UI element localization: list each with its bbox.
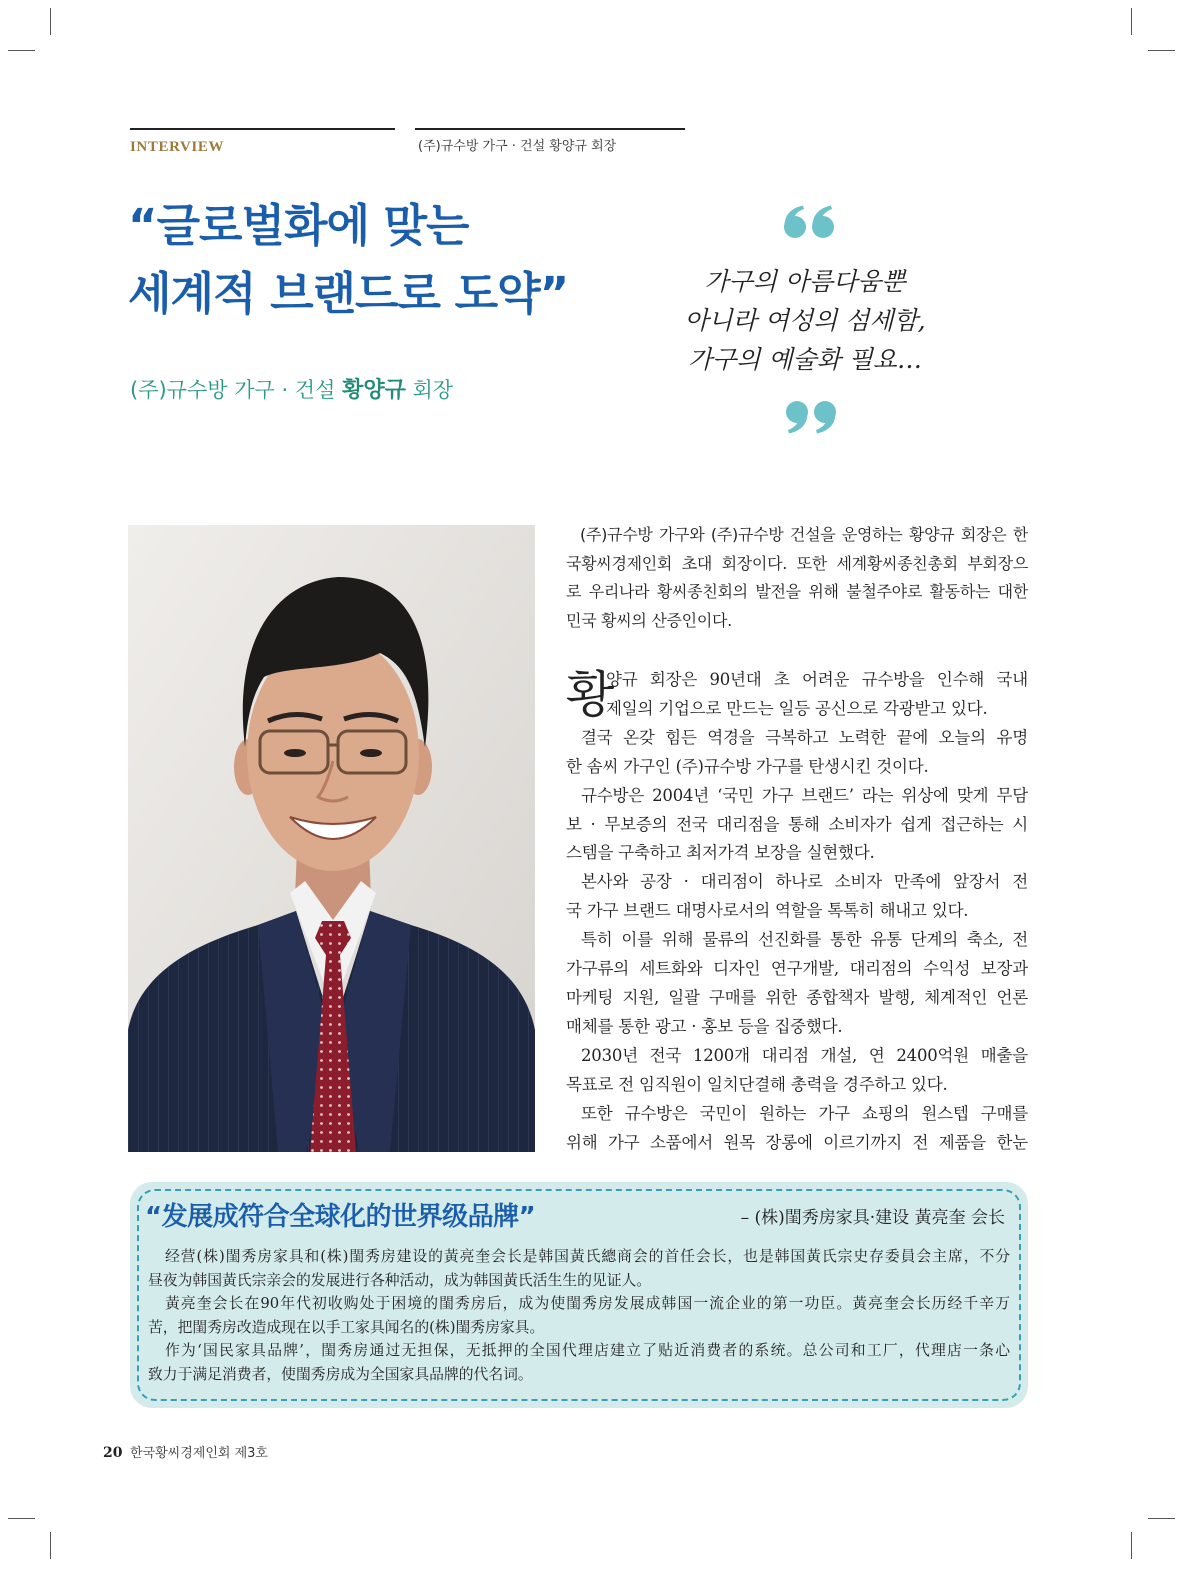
- chinese-line: 经营(株)閨秀房家具和(株)閨秀房建设的黃亮奎会长是韩国黃氏總商会的首任会长，也是韩国黃氏宗史存委員会主席，不分: [165, 1248, 1010, 1265]
- chinese-line: 黃亮奎会长在90年代初收购处于困境的閨秀房后，成为使閨秀房发展成韩国一流企业的第一功臣。黃亮奎会长历经千辛万: [165, 1295, 1010, 1313]
- pull-quote-line-3: 가구의 예술화 필요…: [687, 345, 923, 374]
- article-title-line-1: “글로벌화에 맞는: [128, 199, 469, 252]
- article-title-line-2: 세계적 브랜드로 도약”: [128, 267, 569, 320]
- crop-mark-top-right-horizontal: [1148, 50, 1175, 51]
- crop-mark-top-left-horizontal: [8, 50, 35, 51]
- body-line: 마케팅 지원, 일괄 구매를 위한 종합책자 발행, 체계적인 언론: [566, 987, 1028, 1007]
- intro-line: 국황씨경제인회 초대 회장이다. 또한 세계황씨종친총회 부회장으: [566, 553, 1028, 573]
- body-line: 보 · 무보증의 전국 대리점을 통해 소비자가 쉽게 접근하는 시: [566, 814, 1028, 834]
- chinese-box-attribution: – (株)閨秀房家具·建设 黃亮奎 会长: [740, 1208, 1005, 1228]
- publication-name: 한국황씨경제인회 제3호: [130, 1446, 268, 1461]
- body-line: 제일의 기업으로 만드는 일등 공신으로 각광받고 있다.: [606, 698, 988, 718]
- header-subject: (주)규수방 가구 · 건설 황양규 회장: [418, 139, 617, 154]
- pull-quote-line-1: 가구의 아름다움뿐: [704, 267, 906, 296]
- chinese-line: 昼夜为韩国黃氏宗亲会的发展进行各种活动，成为韩国黃氏活生生的见证人。: [148, 1271, 652, 1289]
- pull-quote: [640, 262, 970, 379]
- body-line: 또한 규수방은 국민이 원하는 가구 쇼핑의 원스텝 구매를: [581, 1103, 1028, 1123]
- body-line: 특히 이를 위해 물류의 선진화를 통한 유통 단계의 축소, 전: [581, 930, 1028, 950]
- chinese-box-title: “发展成符合全球化的世界级品牌”: [145, 1202, 536, 1232]
- header-rule-left: [130, 128, 395, 130]
- crop-mark-bottom-left-vertical: [50, 1532, 51, 1559]
- body-line: 2030년 전국 1200개 대리점 개설, 연 2400억원 매출을: [581, 1045, 1028, 1065]
- close-quote-icon: [783, 400, 837, 434]
- subtitle-name: 황양규: [342, 378, 406, 403]
- body-line: 규수방은 2004년 ‘국민 가구 브랜드’ 라는 위상에 맞게 무담: [581, 785, 1028, 805]
- subtitle-company: (주)규수방 가구 · 건설: [130, 378, 336, 402]
- section-label: INTERVIEW: [130, 139, 225, 155]
- body-line: 국 가구 브랜드 대명사로서의 역할을 톡톡히 해내고 있다.: [566, 901, 969, 921]
- intro-line: 로 우리나라 황씨종친회의 발전을 위해 불철주야로 활동하는 대한: [566, 582, 1028, 602]
- body-line: 스템을 구축하고 최저가격 보장을 실현했다.: [566, 843, 875, 863]
- article-title: [128, 192, 688, 328]
- header-rule-right: [415, 128, 685, 130]
- intro-line: (주)규수방 가구와 (주)규수방 건설을 운영하는 황양규 회장은 한: [580, 525, 1028, 544]
- crop-mark-top-left-vertical: [50, 8, 51, 35]
- subtitle-position: 회장: [412, 378, 454, 402]
- article-body: [566, 666, 1028, 1157]
- chinese-line: 作为‘国民家具品牌’，閨秀房通过无担保，无抵押的全国代理店建立了贴近消费者的系统。总公司和工厂，代理店一条心: [165, 1342, 1010, 1360]
- body-line: 양규 회장은 90년대 초 어려운 규수방을 인수해 국내: [606, 670, 1028, 689]
- pull-quote-line-2: 아니라 여성의 섬세함,: [684, 306, 926, 335]
- chinese-summary-box: [130, 1182, 1028, 1408]
- body-line: 결국 온갖 힘든 역경을 극복하고 노력한 끝에 오늘의 유명: [581, 727, 1028, 747]
- intro-line: 민국 황씨의 산증인이다.: [566, 611, 732, 631]
- body-line: 매체를 통한 광고 · 홍보 등을 집중했다.: [566, 1016, 843, 1036]
- crop-mark-bottom-right-horizontal: [1148, 1518, 1175, 1519]
- body-line: 한 솜씨 가구인 (주)규수방 가구를 탄생시킨 것이다.: [566, 756, 929, 776]
- chinese-box-body: [148, 1245, 1010, 1387]
- page-number: 20: [103, 1445, 123, 1461]
- crop-mark-top-right-vertical: [1131, 8, 1132, 35]
- open-quote-icon: [783, 205, 837, 239]
- portrait-photo: [128, 525, 535, 1152]
- chinese-line: 苦，把閨秀房改造成现在以手工家具闻名的(株)閨秀房家具。: [148, 1318, 545, 1336]
- intro-paragraph: [566, 521, 1028, 636]
- crop-mark-bottom-left-horizontal: [8, 1518, 35, 1519]
- article-subtitle: [130, 375, 453, 406]
- body-line: 위해 가구 소품에서 원목 장롱에 이르기까지 전 제품을 한눈: [566, 1132, 1028, 1152]
- body-line: 가구류의 세트화와 디자인 연구개발, 대리점의 수익성 보장과: [566, 959, 1028, 979]
- chinese-line: 致力于满足消费者，使閨秀房成为全国家具品牌的代名词。: [148, 1365, 533, 1383]
- body-line: 본사와 공장 · 대리점이 하나로 소비자 만족에 앞장서 전: [581, 872, 1028, 892]
- crop-mark-bottom-right-vertical: [1131, 1532, 1132, 1559]
- body-line: 목표로 전 임직원이 일치단결해 총력을 경주하고 있다.: [566, 1074, 948, 1094]
- drop-cap: 황: [566, 666, 615, 724]
